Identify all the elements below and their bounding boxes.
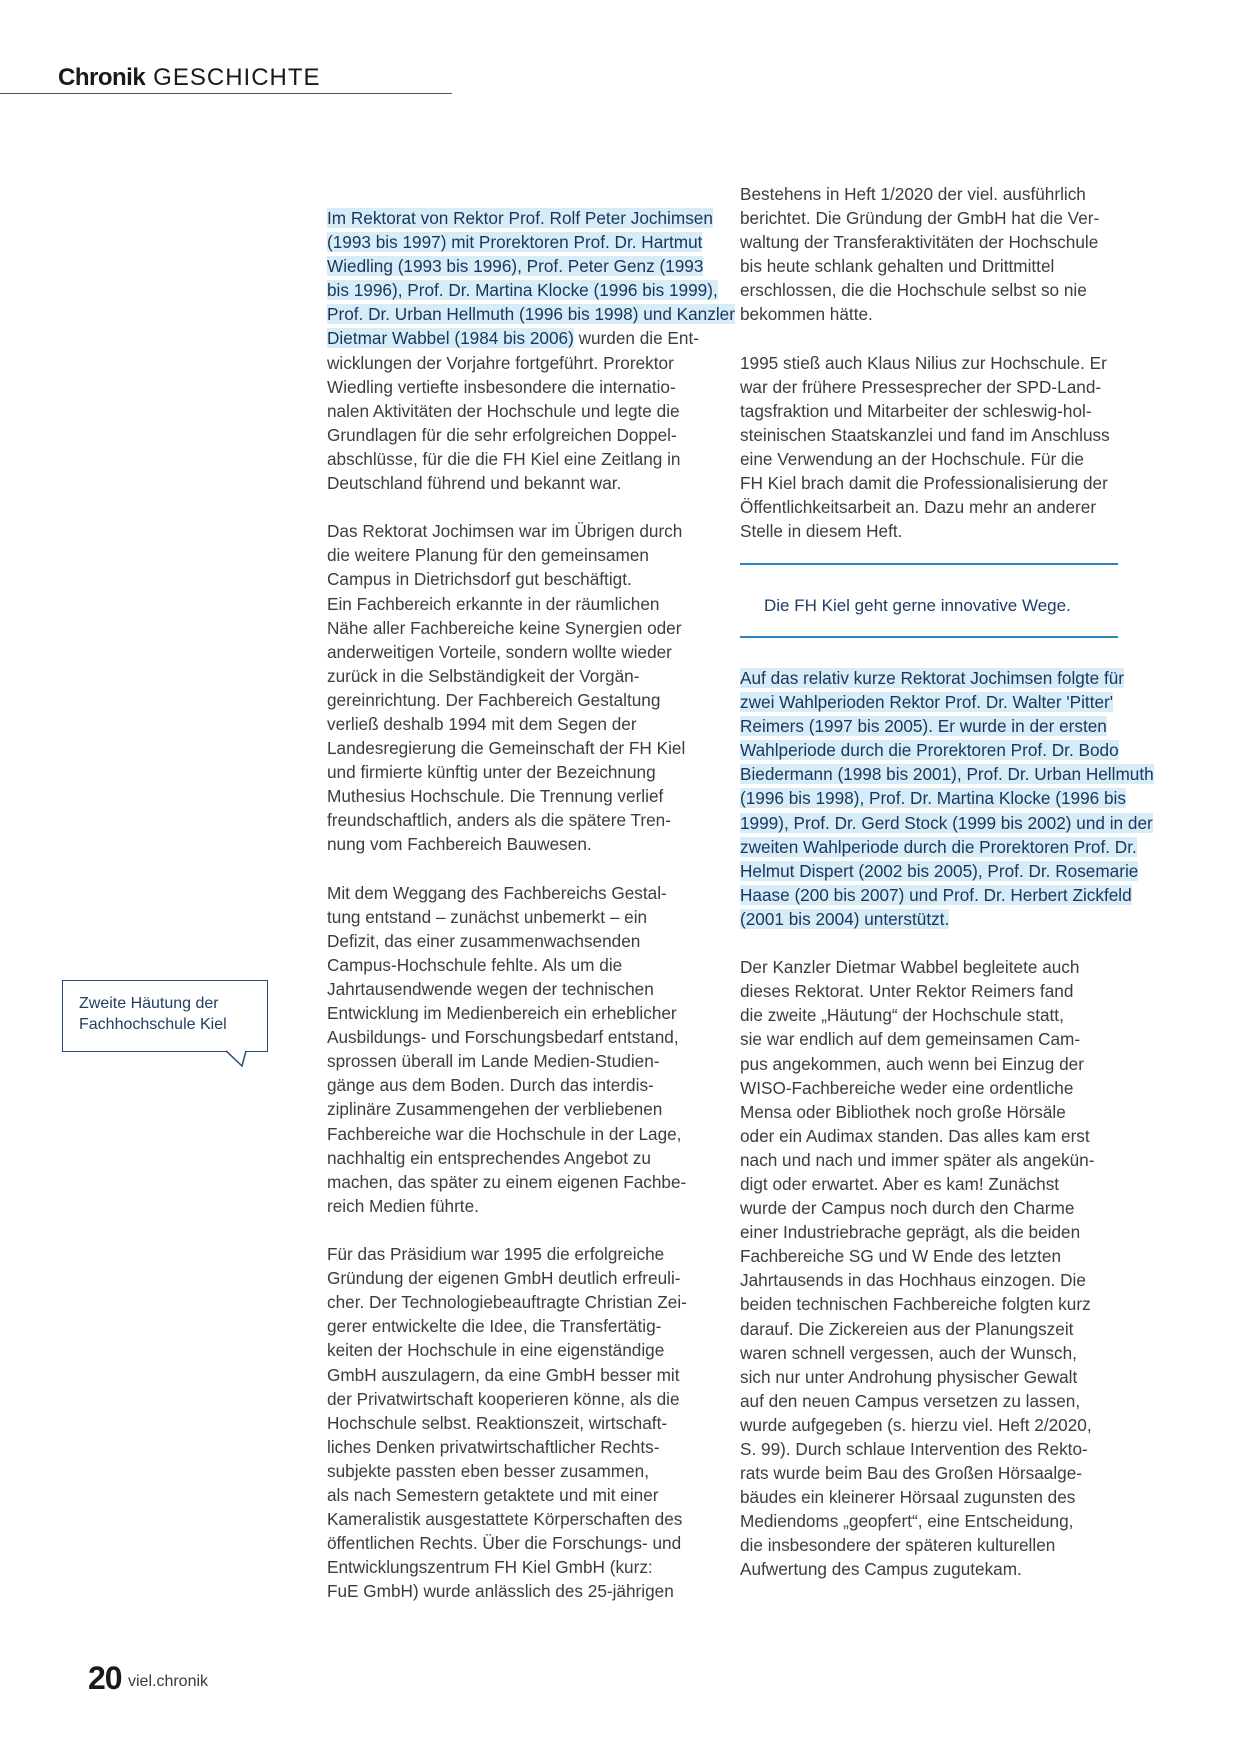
text-line: Der Kanzler Dietmar Wabbel begleitete auch (740, 957, 1080, 978)
text-line: Jahrtausendwende wegen der technischen (327, 979, 654, 999)
highlighted-text: Reimers (1997 bis 2005). Er wurde in der ersten (740, 716, 1107, 737)
text-line: Das Rektorat Jochimsen war im Übrigen durch (327, 521, 683, 542)
highlighted-text: (2001 bis 2004) unterstützt. (740, 908, 950, 929)
text-line: und firmierte künftig unter der Bezeichnung (327, 762, 656, 783)
text-line: nach und nach und immer später als angekün- (740, 1149, 1095, 1170)
text-line: oder ein Audimax standen. Das alles kam erst (740, 1125, 1090, 1146)
text-line: liches Denken privatwirtschaftlicher Rechts- (327, 1436, 660, 1457)
text-line: digt oder erwartet. Aber es kam! Zunächst (740, 1173, 1060, 1194)
text-line: Jahrtausends in das Hochhaus einzogen. Die (740, 1270, 1086, 1291)
text-line: die insbesondere der späteren kulturellen (740, 1535, 1056, 1556)
highlighted-text: Prof. Dr. Urban Hellmuth (1996 bis 1998) und Kanzler (327, 304, 735, 325)
text-line: abschlüsse, für die die FH Kiel eine Zeitlang in (327, 448, 681, 469)
text-line: Ein Fachbereich erkannte in der räumlichen (327, 593, 660, 614)
callout-text (79, 993, 227, 1035)
highlighted-text: Biedermann (1998 bis 2001), Prof. Dr. Urban Hellmuth (740, 764, 1154, 785)
callout-line: Fachhochschule Kiel (79, 1016, 227, 1033)
text-line: anderweitigen Vorteile, sondern wollte wieder (327, 641, 672, 662)
text-line: Wiedling vertiefte insbesondere die internatio- (327, 376, 676, 397)
text-line: keiten der Hochschule in eine eigenständige (327, 1340, 665, 1361)
highlighted-text: Haase (200 bis 2007) und Prof. Dr. Herbert Zickfeld (740, 884, 1132, 905)
text-line: Ausbildungs- und Forschungsbedarf entstand, (327, 1027, 679, 1048)
text-line: wicklungen der Vorjahre fortgeführt. Prorektor (327, 352, 674, 373)
highlighted-text: Im Rektorat von Rektor Prof. Rolf Peter Jochimsen (327, 208, 713, 228)
text-line: 1995 stieß auch Klaus Nilius zur Hochschule. Er (740, 352, 1107, 373)
text-line: Muthesius Hochschule. Die Trennung verlief (327, 786, 664, 807)
text-line: tung entstand – zunächst unbemerkt – ein (327, 906, 648, 927)
text-line: Hochschule selbst. Reaktionszeit, wirtschaft- (327, 1412, 668, 1433)
text-line: darauf. Die Zickereien aus der Planungszeit (740, 1318, 1074, 1339)
highlighted-text: zwei Wahlperioden Rektor Prof. Dr. Walter 'Pitter' (740, 692, 1114, 713)
publication-label: viel.chronik (128, 1673, 209, 1690)
text-line: cher. Der Technologiebeauftragte Christian Zei- (327, 1292, 687, 1313)
paragraph-campus-planung (327, 519, 719, 856)
text-line: zurück in die Selbständigkeit der Vorgän- (327, 665, 640, 686)
highlighted-text: Auf das relativ kurze Rektorat Jochimsen folgte für (740, 668, 1125, 688)
text-line: der Privatwirtschaft kooperieren könne, als die (327, 1388, 680, 1409)
text-line: gänge aus dem Boden. Durch das interdis- (327, 1075, 654, 1096)
pull-quote: Die FH Kiel geht gerne innovative Wege. (764, 596, 1071, 615)
page-number: 20 (88, 1660, 122, 1696)
text-line: FH Kiel brach damit die Professionalisierung der (740, 473, 1108, 494)
highlighted-text: (1996 bis 1998), Prof. Dr. Martina Klocke (1996 bis (740, 788, 1126, 809)
paragraph-gmbh-continued (740, 182, 1138, 327)
text-line: subjekte passten eben besser zusammen, (327, 1460, 649, 1481)
text-line: Entwicklungszentrum FH Kiel GmbH (kurz: (327, 1557, 653, 1578)
text-line: verließ deshalb 1994 mit dem Segen der (327, 713, 637, 734)
text-line: wurde der Campus noch durch den Charme (740, 1198, 1075, 1219)
section-title: Chronik (58, 64, 146, 91)
text-line: Deutschland führend und bekannt war. (327, 473, 622, 494)
text-line: als nach Semestern getaktete und mit einer (327, 1484, 659, 1505)
paragraph-zweite-haeutung (740, 955, 1138, 1581)
text-run: wurden die Ent- (573, 328, 699, 349)
text-line: Stelle in diesem Heft. (740, 521, 903, 542)
text-line: Mediendoms „geopfert“, eine Entscheidung, (740, 1511, 1074, 1532)
text-line: WISO-Fachbereiche weder eine ordentliche (740, 1077, 1074, 1098)
right-text-column-bottom (740, 666, 1154, 1582)
text-line: wurde aufgegeben (s. hierzu viel. Heft 2/2020, (740, 1414, 1092, 1435)
text-line: bekommen hätte. (740, 304, 873, 325)
text-line: Campus-Hochschule fehlte. Als um die (327, 954, 623, 975)
pull-quote-rule-top (740, 563, 1118, 565)
paragraph-medien (327, 881, 719, 1218)
text-line: berichtet. Die Gründung der GmbH hat die Ver- (740, 208, 1100, 229)
text-line: Fachbereiche SG und W Ende des letzten (740, 1246, 1062, 1267)
left-text-column (327, 206, 735, 1603)
text-line: freundschaftlich, anders als die spätere Tren- (327, 810, 671, 831)
paragraph-gmbh (327, 1242, 719, 1603)
text-line: auf den neuen Campus versetzen zu lassen, (740, 1390, 1081, 1411)
highlighted-text: Helmut Dispert (2002 bis 2005), Prof. Dr. Rosemarie (740, 860, 1139, 881)
highlighted-text: zweiten Wahlperiode durch die Prorektoren Prof. Dr. (740, 836, 1137, 857)
text-line: öffentlichen Rechts. Über die Forschungs- und (327, 1533, 682, 1554)
text-line: GmbH auszulagern, da eine GmbH besser mit (327, 1364, 680, 1385)
pull-quote-rule-bottom (740, 636, 1118, 638)
text-line: war der frühere Pressesprecher der SPD-Land- (740, 376, 1102, 397)
highlighted-text: (1993 bis 1997) mit Prorektoren Prof. Dr. Hartmut (327, 232, 703, 253)
text-line: nalen Aktivitäten der Hochschule und legte die (327, 400, 680, 421)
highlighted-text: bis 1996), Prof. Dr. Martina Klocke (1996 bis 1999), (327, 280, 718, 301)
highlighted-text: Wahlperiode durch die Prorektoren Prof. Dr. Bodo (740, 740, 1119, 761)
text-line: waren schnell vergessen, auch der Wunsch, (740, 1342, 1077, 1363)
text-line: Defizit, das einer zusammenwachsenden (327, 930, 641, 951)
text-line: Campus in Dietrichsdorf gut beschäftigt. (327, 569, 632, 590)
text-line: nung vom Fachbereich Bauwesen. (327, 834, 592, 855)
text-line: Landesregierung die Gemeinschaft der FH Kiel (327, 738, 686, 759)
highlighted-text: Dietmar Wabbel (1984 bis 2006) (327, 328, 574, 349)
text-line: ziplinäre Zusammengehen der verbliebenen (327, 1099, 663, 1120)
chapter-title: GESCHICHTE (153, 64, 321, 91)
text-line: Grundlagen für die sehr erfolgreichen Doppel- (327, 424, 677, 445)
text-line: Gründung der eigenen GmbH deutlich erfreuli- (327, 1268, 681, 1289)
text-line: eine Verwendung an der Hochschule. Für die (740, 449, 1084, 470)
text-line: Fachbereiche war die Hochschule in der Lage, (327, 1123, 682, 1144)
text-line: steinischen Staatskanzlei und fand im Anschluss (740, 424, 1110, 445)
text-line: Für das Präsidium war 1995 die erfolgreiche (327, 1244, 665, 1265)
text-line: Kameralistik ausgestattete Körperschaften des (327, 1509, 683, 1530)
text-line: FuE GmbH) wurde anlässlich des 25-jährigen (327, 1581, 674, 1602)
highlighted-text: 1999), Prof. Dr. Gerd Stock (1999 bis 2002) und in der (740, 812, 1153, 833)
text-line: Mensa oder Bibliothek noch große Hörsäle (740, 1101, 1066, 1122)
text-line: nachhaltig ein entsprechendes Angebot zu (327, 1147, 651, 1168)
text-line: die weitere Planung für den gemeinsamen (327, 545, 649, 566)
text-line: gereinrichtung. Der Fachbereich Gestaltung (327, 689, 661, 710)
text-line: machen, das später zu einem eigenen Fachbe- (327, 1171, 687, 1192)
text-line: tagsfraktion und Mitarbeiter der schleswig-hol- (740, 400, 1092, 421)
text-line: Mit dem Weggang des Fachbereichs Gestal- (327, 882, 667, 903)
header-divider (0, 93, 452, 94)
callout-line: Zweite Häutung der (79, 995, 219, 1012)
highlighted-text: Wiedling (1993 bis 1996), Prof. Peter Genz (1993 (327, 256, 704, 277)
text-line: Nähe aller Fachbereiche keine Synergien oder (327, 617, 682, 638)
text-line: sprossen überall im Lande Medien-Studien- (327, 1051, 660, 1072)
paragraph-rektorat-jochimsen (327, 206, 735, 495)
text-line: sie war endlich auf dem gemeinsamen Cam- (740, 1029, 1081, 1050)
text-line: bäudes ein kleinerer Hörsaal zugunsten des (740, 1487, 1076, 1508)
text-line: die zweite „Häutung“ der Hochschule statt, (740, 1005, 1064, 1026)
text-line: Bestehens in Heft 1/2020 der viel. ausführlich (740, 184, 1086, 204)
text-line: reich Medien führte. (327, 1195, 479, 1216)
text-line: waltung der Transferaktivitäten der Hochschule (740, 232, 1099, 253)
text-line: Entwicklung im Medienbereich ein erheblicher (327, 1003, 677, 1024)
text-line: S. 99). Durch schlaue Intervention des Rekto- (740, 1439, 1088, 1459)
text-line: rats wurde beim Bau des Großen Hörsaalge- (740, 1463, 1082, 1484)
paragraph-nilius (740, 351, 1138, 544)
paragraph-rektorat-reimers (740, 666, 1154, 931)
running-header (58, 64, 321, 92)
text-line: erschlossen, die die Hochschule selbst so nie (740, 280, 1087, 301)
text-line: gerer entwickelte die Idee, die Transfertätig- (327, 1316, 662, 1337)
text-line: beiden technischen Fachbereiche folgten kurz (740, 1294, 1091, 1315)
text-line: Aufwertung des Campus zugutekam. (740, 1559, 1022, 1580)
text-line: einer Industriebrache geprägt, als die beiden (740, 1222, 1081, 1243)
right-text-column-top (740, 182, 1138, 543)
text-line: sich nur unter Androhung physischer Gewalt (740, 1366, 1078, 1387)
margin-callout-box (62, 980, 268, 1052)
text-line: bis heute schlank gehalten und Drittmittel (740, 256, 1055, 277)
text-line: dieses Rektorat. Unter Rektor Reimers fand (740, 981, 1074, 1002)
text-line: pus angekommen, auch wenn bei Einzug der (740, 1053, 1084, 1074)
text-line: Öffentlichkeitsarbeit an. Dazu mehr an anderer (740, 497, 1097, 518)
callout-pointer-icon (226, 1050, 248, 1068)
